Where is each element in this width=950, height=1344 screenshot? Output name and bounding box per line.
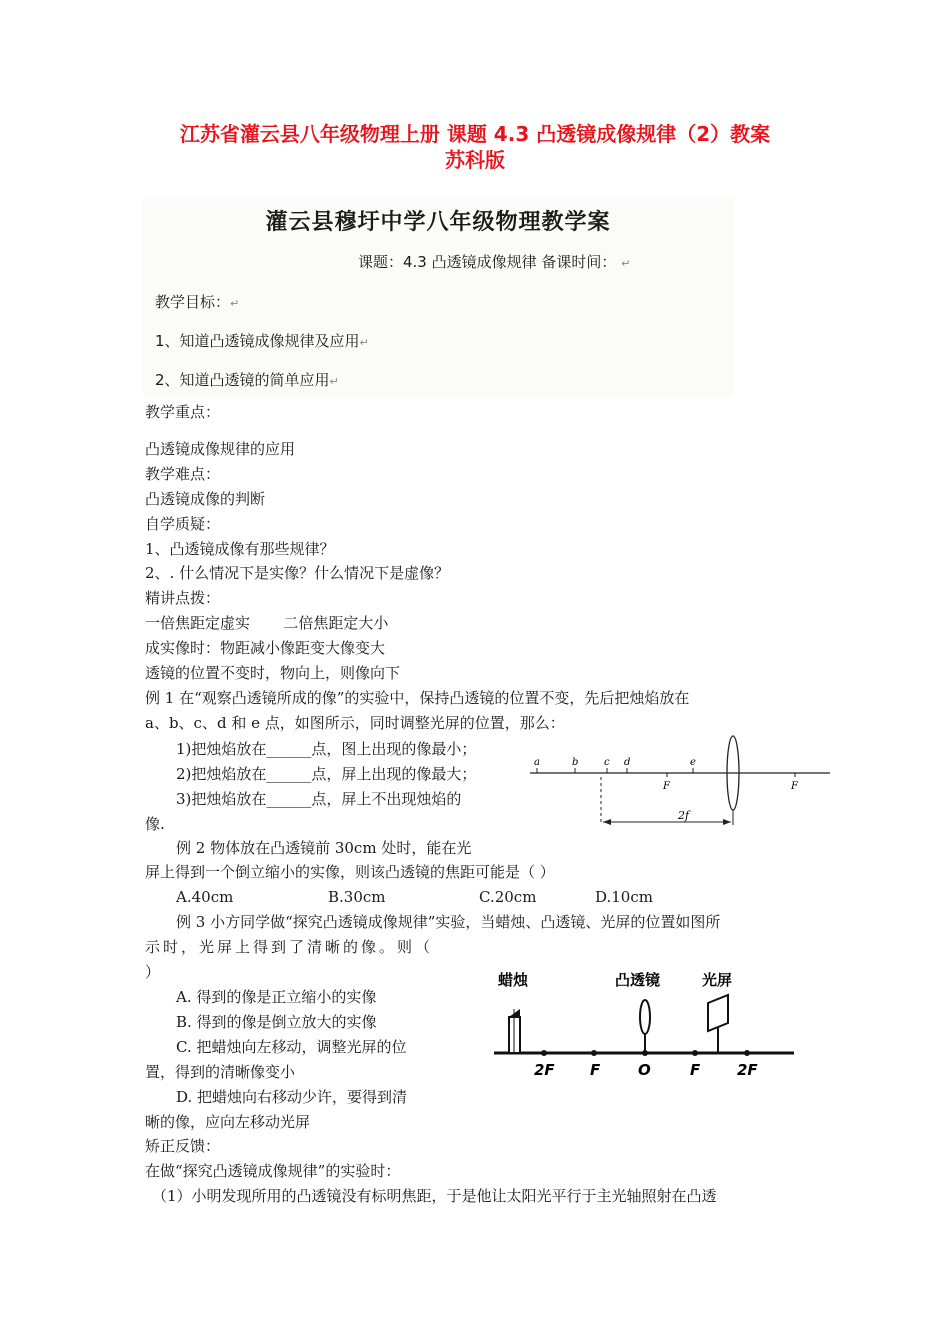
return-mark: ↵	[230, 297, 240, 310]
example-3-option-b: B. 得到的像是倒立放大的实像	[176, 1013, 377, 1031]
hard-heading: 教学难点：	[145, 465, 221, 483]
rule-2: 成实像时：物距减小像距变大像变大	[145, 639, 386, 657]
focus-right-label: F	[791, 781, 798, 792]
example-1-question-3-cont: 像.	[145, 815, 165, 833]
explain-heading: 精讲点拨：	[145, 589, 221, 607]
light-screen	[708, 995, 728, 1031]
screen-label: 光屏	[702, 971, 733, 989]
point-e-label: e	[690, 757, 696, 768]
figure-1-lens-diagram	[525, 735, 835, 830]
example-2-line-2: 屏上得到一个倒立缩小的实像，则该凸透镜的焦距可能是（ ）	[145, 863, 555, 881]
return-mark: ↵	[329, 375, 339, 388]
key-heading: 教学重点：	[145, 403, 221, 421]
example-3-line-1: 例 3 小方同学做“探究凸透镜成像规律”实验，当蜡烛、凸透镜、光屏的位置如图所	[176, 913, 721, 931]
example-1-question-1: 1)把烛焰放在______点，图上出现的像最小；	[176, 740, 477, 758]
example-1-question-3: 3)把烛焰放在______点，屏上不出现烛焰的	[176, 790, 462, 808]
arrow-head-right	[723, 819, 731, 825]
distance-2f-label: 2f	[678, 809, 690, 822]
question-2: 2、. 什么情况下是实像？什么情况下是虚像？	[145, 564, 450, 582]
goal-1-text: 1、知道凸透镜成像规律及应用	[155, 332, 360, 350]
example-2-option-d: D.10cm	[595, 888, 653, 906]
point-c-label: c	[604, 757, 610, 768]
document-title-line2: 苏科版	[445, 148, 505, 172]
school-title: 灌云县穆圩中学八年级物理教学案	[265, 210, 611, 235]
example-3-option-a: A. 得到的像是正立缩小的实像	[176, 988, 377, 1006]
example-1-question-2: 2)把烛焰放在______点，屏上出现的像最大；	[176, 765, 477, 783]
goal-1	[155, 330, 369, 351]
document-title-line1: 江苏省灌云县八年级物理上册 课题 4.3 凸透镜成像规律（2）教案	[179, 122, 771, 146]
arrow-head-left	[603, 819, 611, 825]
goals-heading	[155, 291, 239, 312]
example-2-option-a: A.40cm	[176, 888, 234, 906]
figure-2-optical-bench	[490, 965, 800, 1080]
lens-body	[640, 1000, 650, 1034]
example-3-option-d-1: D. 把蜡烛向右移动少许，要得到清	[176, 1088, 408, 1106]
rule-1: 一倍焦距定虚实 二倍焦距定大小	[145, 614, 389, 632]
topic-line-text: 课题：4.3 凸透镜成像规律 备课时间：	[358, 253, 617, 271]
example-2-line-1: 例 2 物体放在凸透镜前 30cm 处时，能在光	[176, 839, 472, 857]
rule-3: 透镜的位置不变时，物向上，则像向下	[145, 664, 401, 682]
example-2-option-b: B.30cm	[328, 888, 386, 906]
candle-label: 蜡烛	[498, 971, 529, 989]
example-3-option-c-1: C. 把蜡烛向左移动，调整光屏的位	[176, 1038, 407, 1056]
example-3-option-c-2: 置，得到的清晰像变小	[145, 1063, 296, 1081]
topic-line	[358, 251, 630, 272]
example-3-line-2: 示时，光屏上得到了清晰的像。则（	[145, 938, 434, 956]
example-1-line-1: 例 1 在“观察凸透镜所成的像”的实验中，保持凸透镜的位置不变，先后把烛焰放在	[145, 689, 690, 707]
goals-heading-text: 教学目标：	[155, 293, 231, 311]
point-a-label: a	[534, 757, 540, 768]
hard-text: 凸透镜成像的判断	[145, 490, 266, 508]
question-1: 1、凸透镜成像有那些规律？	[145, 540, 335, 558]
example-2-option-c: C.20cm	[479, 888, 537, 906]
self-heading: 自学质疑：	[145, 515, 221, 533]
goal-2	[155, 369, 339, 390]
lens-label: 凸透镜	[615, 971, 661, 989]
point-d-label: d	[624, 757, 631, 768]
scanned-header-image	[143, 197, 733, 397]
key-text: 凸透镜成像规律的应用	[145, 440, 296, 458]
axis-label-o: O	[638, 1061, 651, 1079]
axis-label-2f-left: 2F	[534, 1061, 555, 1079]
return-mark: ↵	[621, 257, 631, 270]
feedback-text: 在做“探究凸透镜成像规律”的实验时：	[145, 1162, 401, 1180]
axis-label-2f-right: 2F	[737, 1061, 758, 1079]
axis-label-f-left: F	[590, 1061, 601, 1079]
feedback-heading: 矫正反馈：	[145, 1137, 221, 1155]
axis-label-f-right: F	[690, 1061, 701, 1079]
feedback-question-1: （1）小明发现所用的凸透镜没有标明焦距，于是他让太阳光平行于主光轴照射在凸透	[152, 1187, 717, 1205]
return-mark: ↵	[359, 336, 369, 349]
example-1-line-2: a、b、c、d 和 e 点，如图所示，同时调整光屏的位置，那么：	[145, 714, 565, 732]
goal-2-text: 2、知道凸透镜的简单应用	[155, 371, 330, 389]
example-3-line-3: ）	[145, 963, 161, 981]
point-b-label: b	[572, 757, 579, 768]
focus-left-label: F	[663, 781, 670, 792]
example-3-option-d-2: 晰的像，应向左移动光屏	[145, 1113, 311, 1131]
